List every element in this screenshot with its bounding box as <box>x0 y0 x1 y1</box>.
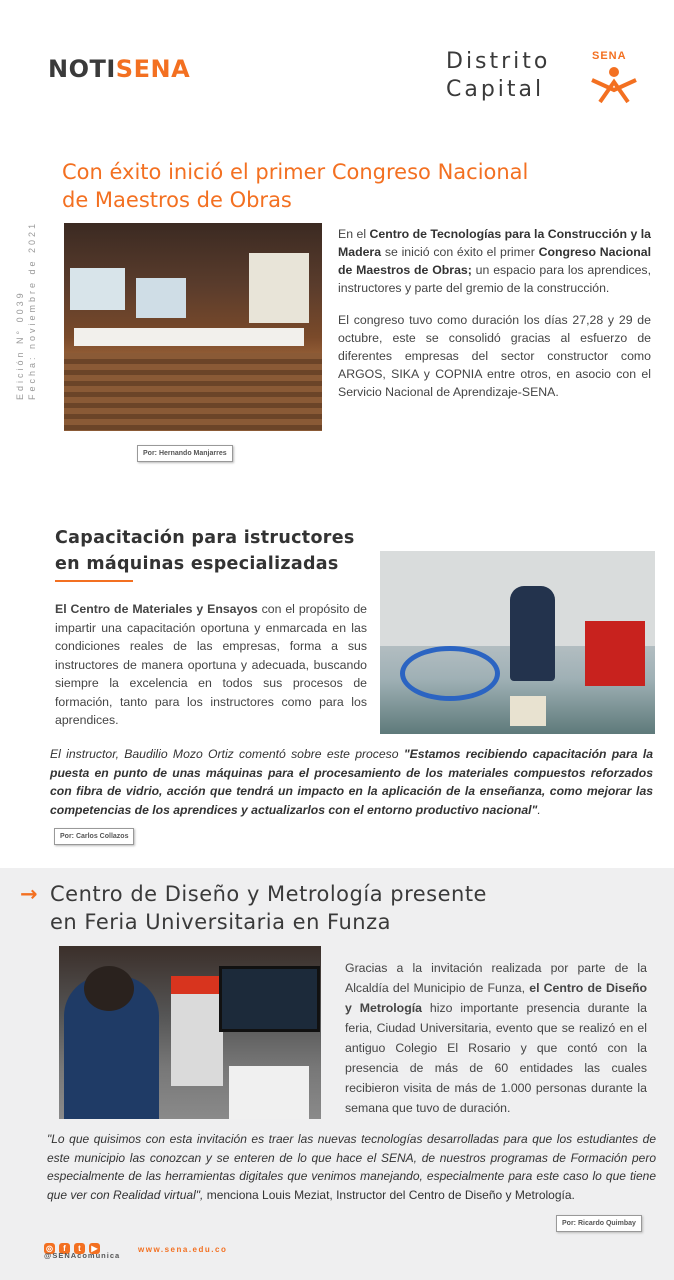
instagram-icon[interactable]: ◎ <box>44 1243 55 1254</box>
article2-body: El Centro de Materiales y Ensayos con el propósito de impartir una capacitación oportuna y enmarcada en las condiciones reales de las empresas, forma a sus instructores de manera oportuna y adecuada, buscando siempre la excelencia en todos sus procesos de formación, tanto para los instructores como para los aprendices. <box>55 602 367 727</box>
article3-body: Gracias a la invitación realizada por parte de la Alcaldía del Municipio de Funza, el Centro de Diseño y Metrología hizo importante presencia durante la feria, Ciudad Universitaria, evento que se realizó en el antiguo Colegio El Rosario y que contó con la presencia de más de 60 entidades las cuales recibieron visita de más de 1.000 personas durante la semana que tuvo de duración. <box>345 961 647 1115</box>
article3-quote: "Lo que quisimos con esta invitación es traer las nuevas tecnologías desarrolladas para que los estudiantes de este municipio las conozcan y se enteren de lo que hace el SENA, de nuestros programas de Formación pero especialmente de las herramientas digitales que venimos manejando, especialmente para este caso lo que tiene que ver con Realidad virtual", menciona Louis Meziat, Instructor del Centro de Diseño y Metrología. <box>47 1132 656 1202</box>
photo-credit: Por: Hernando Manjarres <box>137 445 233 462</box>
fair-photo <box>59 946 321 1119</box>
website-link[interactable]: www.sena.edu.co <box>138 1245 228 1254</box>
congress-photo <box>64 223 322 431</box>
edition-info: Edición N° 0039 Fecha: noviembre de 2021 <box>15 220 37 400</box>
title-underline <box>55 580 133 582</box>
facebook-icon[interactable]: f <box>59 1243 70 1254</box>
article1-body <box>338 225 651 415</box>
social-icons <box>44 1238 144 1252</box>
arrow-right-icon: → <box>20 882 39 906</box>
photo-credit: Por: Carlos Collazos <box>54 828 134 845</box>
machine-training-photo <box>380 551 655 734</box>
district-title: Distrito Capital <box>446 49 551 102</box>
article1-title: Con éxito inició el primer Congreso Nacional de Maestros de Obras <box>62 160 529 212</box>
article3-title: → Centro de Diseño y Metrología presente en Feria Universitaria en Funza <box>20 882 487 934</box>
sena-logo: SENA <box>586 50 642 104</box>
youtube-icon[interactable]: ▶ <box>89 1243 100 1254</box>
photo-credit: Por: Ricardo Quimbay <box>556 1215 642 1232</box>
article1-paragraph: El congreso tuvo como duración los días 27,28 y 29 de octubre, este se consolidó gracias al esfuerzo de diferentes empresas del sector constructor como ARGOS, SIKA y COPNIA entre otros, en asocio con el Servicio Nacional de Aprendizaje-SENA. <box>338 313 651 399</box>
notisena-logo: NOTISENA <box>48 55 191 83</box>
article1-paragraph: En el Centro de Tecnologías para la Construcción y la Madera se inició con éxito el primer Congreso Nacional de Maestros de Obras; un espacio para los aprendices, instructores y parte del gremio de la construcción. <box>338 227 652 295</box>
article2-quote: El instructor, Baudilio Mozo Ortiz comentó sobre este proceso "Estamos recibiendo capacitación para la puesta en punto de unas máquinas para el procesamiento de los materiales compuestos reforzados con fibra de vidrio, acción que tendrá un impacto en la aplicación de la enseñanza, como mejorar las competencias de los aprendices y actualizarlos con el entorno productivo nacional". <box>50 747 653 817</box>
twitter-icon[interactable]: t <box>74 1243 85 1254</box>
article2-title: Capacitación para istructores en máquinas especializadas <box>55 528 355 574</box>
social-handle: @SENAcomunica <box>44 1251 121 1260</box>
